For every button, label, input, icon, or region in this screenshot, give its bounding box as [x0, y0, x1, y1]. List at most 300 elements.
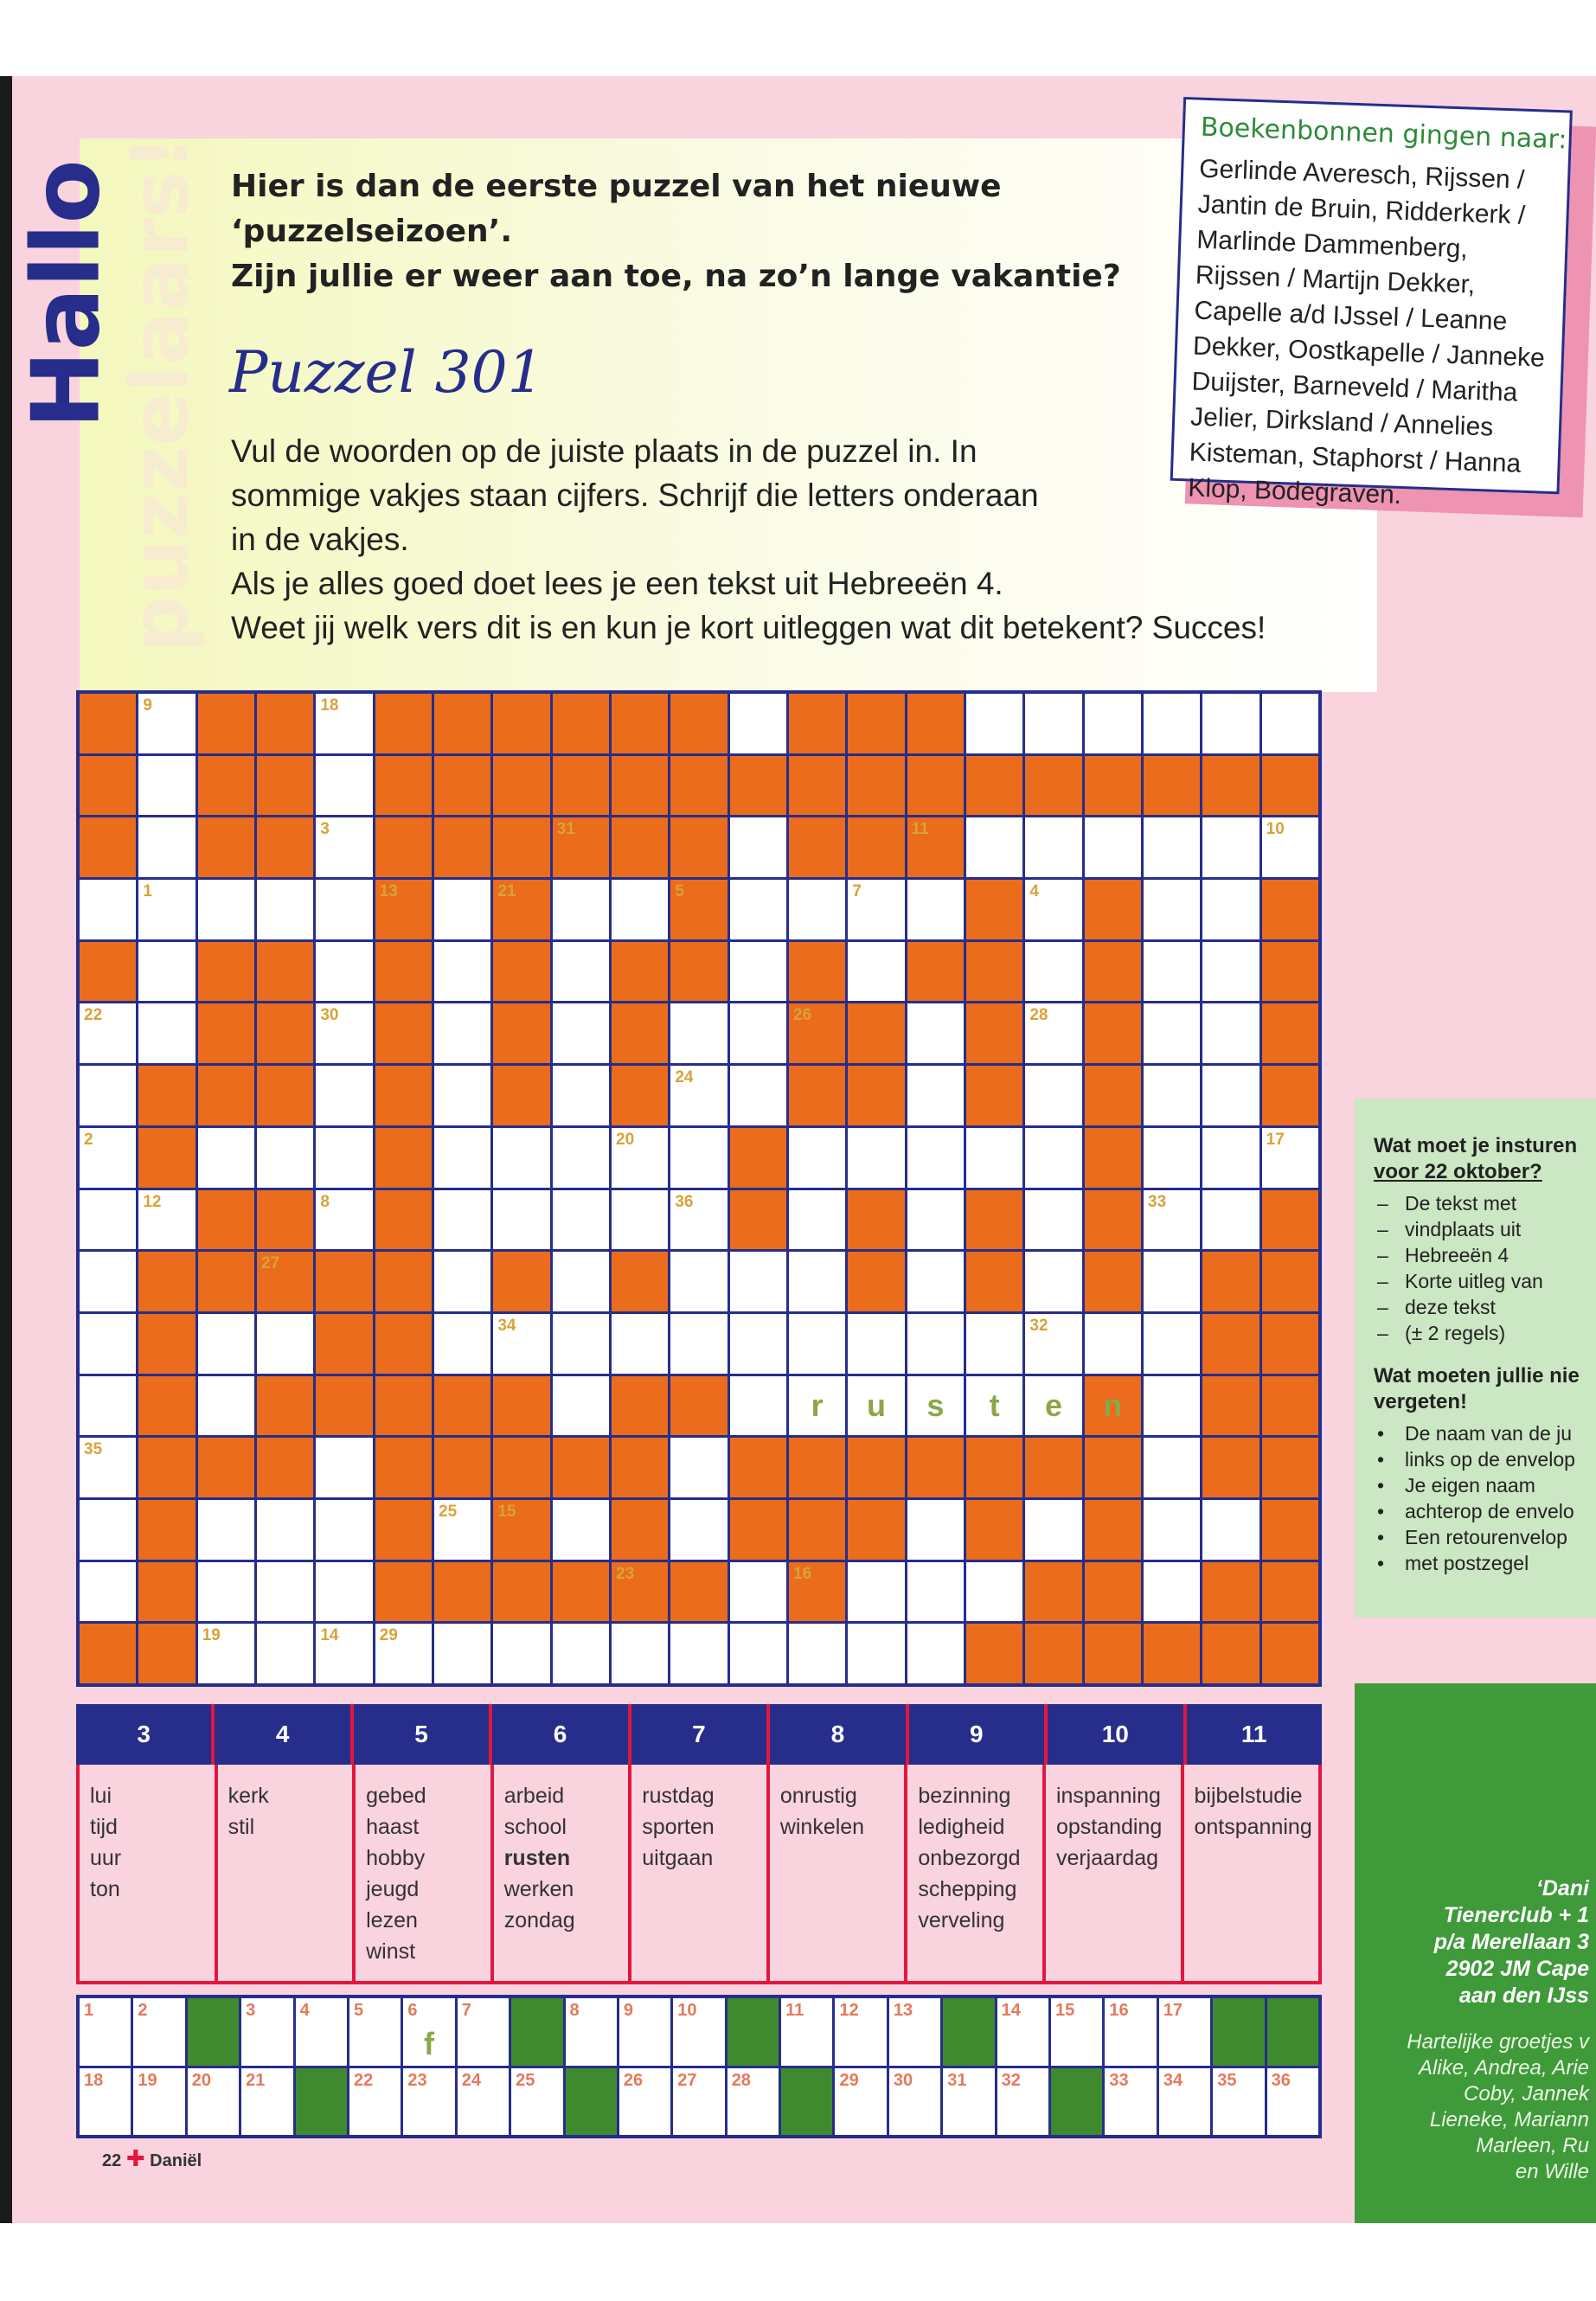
crossword-cell[interactable] — [789, 1128, 845, 1188]
greeting-line: Coby, Jannek — [1464, 2082, 1589, 2106]
answer-cell[interactable] — [1051, 1998, 1102, 2066]
wordlist-word: tijd — [90, 1815, 118, 1839]
crossword-block — [730, 1500, 786, 1560]
crossword-cell[interactable] — [730, 1066, 786, 1125]
crossword-cell[interactable] — [1144, 942, 1200, 1002]
crossword-cell[interactable] — [316, 1190, 372, 1250]
crossword-cell[interactable] — [80, 1128, 136, 1188]
crossword-cell[interactable] — [316, 1066, 372, 1125]
answer-cell[interactable] — [727, 2068, 779, 2136]
crossword-cell[interactable] — [138, 694, 195, 753]
instruction-line: sommige vakjes staan cijfers. Schrijf die letters onderaan — [231, 478, 1039, 513]
crossword-cell[interactable] — [80, 1500, 136, 1560]
crossword-cell[interactable] — [789, 1190, 845, 1250]
crossword-block — [434, 1376, 490, 1436]
crossword-cell[interactable] — [1025, 1003, 1081, 1063]
cell-number: 14 — [320, 1626, 339, 1645]
answer-number: 12 — [839, 2001, 859, 2020]
crossword-cell[interactable] — [907, 1128, 964, 1188]
crossword-cell[interactable] — [1262, 817, 1318, 877]
crossword-block — [1262, 1500, 1318, 1560]
answer-cell[interactable] — [1105, 1998, 1156, 2066]
crossword-cell[interactable] — [730, 1314, 786, 1374]
crossword-block — [789, 1500, 845, 1560]
crossword-cell[interactable] — [966, 1128, 1022, 1188]
crossword-block — [1262, 1066, 1318, 1125]
crossword-cell[interactable] — [789, 1252, 845, 1311]
crossword-cell[interactable] — [316, 1003, 372, 1063]
crossword-block — [434, 756, 490, 816]
crossword-cell[interactable] — [1025, 1376, 1081, 1436]
answer-cell[interactable] — [673, 1998, 724, 2066]
answer-number: 3 — [246, 2001, 256, 2020]
crossword-cell[interactable] — [1025, 1314, 1081, 1374]
crossword-cell[interactable] — [789, 1376, 845, 1436]
crossword-cell[interactable] — [434, 1190, 490, 1250]
crossword-cell[interactable] — [1144, 1252, 1200, 1311]
crossword-cell[interactable] — [1025, 1500, 1081, 1560]
crossword-cell[interactable] — [907, 1252, 964, 1311]
crossword-cell[interactable] — [553, 1128, 609, 1188]
crossword-cell[interactable] — [1025, 1252, 1081, 1311]
crossword-cell[interactable] — [966, 1376, 1022, 1436]
crossword-block — [1262, 1438, 1318, 1497]
crossword-cell[interactable] — [1262, 694, 1318, 753]
crossword-cell[interactable] — [80, 1252, 136, 1311]
crossword-block — [730, 1438, 786, 1497]
answer-cell[interactable] — [296, 1998, 347, 2066]
crossword-cell[interactable] — [612, 1314, 668, 1374]
crossword-cell[interactable] — [553, 1500, 609, 1560]
crossword-cell[interactable] — [966, 1562, 1022, 1622]
wordlist-length-header: 5 — [354, 1704, 492, 1765]
wordlist-word: bijbelstudie — [1194, 1784, 1303, 1808]
crossword-cell[interactable] — [730, 942, 786, 1002]
crossword-cell[interactable] — [848, 1314, 904, 1374]
crossword-cell[interactable] — [257, 1500, 313, 1560]
crossword-cell[interactable] — [1202, 1066, 1259, 1125]
wordlist-length-header: 7 — [631, 1704, 770, 1765]
crossword-cell[interactable] — [966, 694, 1022, 753]
crossword-cell[interactable] — [670, 1190, 727, 1250]
crossword-cell[interactable] — [198, 1562, 254, 1622]
crossword-cell[interactable] — [434, 1066, 490, 1125]
cell-number: 4 — [1029, 882, 1039, 901]
answer-separator — [1267, 1998, 1318, 2066]
crossword-cell[interactable] — [316, 817, 372, 877]
answer-cell[interactable] — [997, 1998, 1048, 2066]
cell-number: 30 — [320, 1006, 339, 1025]
cell-number: 33 — [1148, 1192, 1167, 1211]
crossword-cell[interactable] — [848, 1128, 904, 1188]
answer-cell[interactable] — [1213, 2068, 1264, 2136]
crossword-cell[interactable] — [730, 880, 786, 939]
answer-cell[interactable] — [1105, 2068, 1156, 2136]
answer-cell[interactable] — [1267, 2068, 1318, 2136]
crossword-block — [493, 1003, 549, 1063]
wordlist-word: lezen — [366, 1908, 418, 1932]
crossword-cell[interactable] — [553, 1624, 609, 1683]
crossword-cell[interactable] — [1144, 1066, 1200, 1125]
crossword-block — [1085, 1128, 1141, 1188]
crossword-cell[interactable] — [493, 1314, 549, 1374]
crossword-block — [138, 1066, 195, 1125]
crossword-block — [138, 1376, 195, 1436]
crossword-cell[interactable] — [316, 1128, 372, 1188]
crossword-cell[interactable] — [553, 1252, 609, 1311]
crossword-block — [434, 1562, 490, 1622]
answer-cell[interactable] — [80, 1998, 131, 2066]
cell-number: 19 — [202, 1626, 221, 1645]
crossword-block — [612, 1438, 668, 1497]
crossword-cell[interactable] — [434, 1624, 490, 1683]
crossword-cell[interactable] — [553, 1066, 609, 1125]
crossword-cell[interactable] — [789, 1314, 845, 1374]
crossword-block — [375, 1003, 432, 1063]
crossword-cell[interactable] — [670, 1066, 727, 1125]
answer-cell[interactable] — [619, 2068, 670, 2136]
crossword-cell[interactable] — [1144, 1562, 1200, 1622]
crossword-cell[interactable] — [198, 1128, 254, 1188]
answer-cell[interactable] — [458, 2068, 509, 2136]
answer-cell[interactable] — [188, 2068, 239, 2136]
answer-cell[interactable] — [133, 2068, 184, 2136]
intro-line: Hier is dan de eerste puzzel van het nieuwe — [231, 169, 1002, 204]
crossword-cell[interactable] — [1202, 694, 1259, 753]
crossword-cell[interactable] — [1085, 817, 1141, 877]
crossword-cell[interactable] — [493, 1128, 549, 1188]
crossword-cell[interactable] — [1085, 694, 1141, 753]
crossword-block — [789, 756, 845, 816]
wordlist-word: winkelen — [779, 1815, 865, 1839]
crossword-cell[interactable] — [493, 1190, 549, 1250]
crossword-cell[interactable] — [316, 1624, 372, 1683]
crossword-block — [1262, 1190, 1318, 1250]
answer-cell[interactable] — [619, 1998, 670, 2066]
crossword-cell[interactable] — [198, 880, 254, 939]
crossword-cell[interactable] — [1144, 1500, 1200, 1560]
crossword-block — [257, 1438, 313, 1497]
crossword-cell[interactable] — [553, 1376, 609, 1436]
crossword-block — [1144, 1624, 1200, 1683]
crossword-block — [198, 1066, 254, 1125]
crossword-cell[interactable] — [1202, 880, 1259, 939]
crossword-cell[interactable] — [1202, 942, 1259, 1002]
crossword-cell[interactable] — [138, 880, 195, 939]
crossword-cell[interactable] — [316, 942, 372, 1002]
wordlist-column — [1181, 1765, 1323, 1981]
answer-separator — [511, 1998, 562, 2066]
crossword-cell[interactable] — [553, 1003, 609, 1063]
crossword-block — [789, 1066, 845, 1125]
crossword-cell[interactable] — [316, 1562, 372, 1622]
answer-cell[interactable] — [889, 2068, 940, 2136]
left-edge-stripe — [0, 76, 12, 2223]
crossword-cell[interactable] — [848, 880, 904, 939]
crossword-block — [375, 756, 432, 816]
crossword-cell[interactable] — [1202, 1128, 1259, 1188]
cell-number: 25 — [439, 1502, 458, 1521]
crossword-block — [1025, 1624, 1081, 1683]
crossword-block — [493, 1438, 549, 1497]
crossword-cell[interactable] — [848, 1624, 904, 1683]
crossword-block — [966, 942, 1022, 1002]
answer-cell[interactable] — [349, 1998, 401, 2066]
crossword-cell[interactable] — [434, 942, 490, 1002]
crossword-cell[interactable] — [80, 1438, 136, 1497]
crossword-cell[interactable] — [670, 1128, 727, 1188]
crossword-cell[interactable] — [434, 1252, 490, 1311]
crossword-cell[interactable] — [80, 1066, 136, 1125]
wordlist-column — [766, 1765, 905, 1981]
crossword-cell[interactable] — [966, 817, 1022, 877]
cell-number: 2 — [84, 1130, 93, 1149]
crossword-cell[interactable] — [553, 942, 609, 1002]
crossword-cell[interactable] — [1085, 1314, 1141, 1374]
crossword-block — [375, 1252, 432, 1311]
crossword-cell[interactable] — [138, 756, 195, 816]
send-item: – Hebreeën 4 — [1374, 1242, 1596, 1268]
crossword-cell[interactable] — [612, 1190, 668, 1250]
instruction-line: Als je alles goed doet lees je een tekst uit Hebreeën 4. — [231, 566, 1003, 601]
crossword-cell[interactable] — [316, 1500, 372, 1560]
crossword-cell[interactable] — [670, 1624, 727, 1683]
crossword-cell[interactable] — [1144, 1314, 1200, 1374]
crossword-cell[interactable] — [316, 694, 372, 753]
crossword-block — [670, 756, 727, 816]
crossword-cell[interactable] — [138, 1190, 195, 1250]
send-item: – Korte uitleg van — [1374, 1268, 1596, 1294]
answer-number: 23 — [407, 2070, 427, 2090]
crossword-block — [375, 1190, 432, 1250]
crossword-cell[interactable] — [80, 1562, 136, 1622]
crossword-cell[interactable] — [670, 1003, 727, 1063]
crossword-cell[interactable] — [257, 1624, 313, 1683]
crossword-cell[interactable] — [138, 942, 195, 1002]
crossword-cell[interactable] — [257, 1562, 313, 1622]
crossword-cell[interactable] — [1025, 694, 1081, 753]
crossword-cell[interactable] — [730, 1003, 786, 1063]
greeting-line: Alike, Andrea, Arie — [1419, 2056, 1589, 2080]
crossword-cell[interactable] — [1144, 1190, 1200, 1250]
crossword-cell[interactable] — [1025, 1066, 1081, 1125]
crossword-cell[interactable] — [434, 880, 490, 939]
crossword-cell[interactable] — [789, 880, 845, 939]
crossword-cell[interactable] — [907, 1066, 964, 1125]
crossword-cell[interactable] — [1025, 817, 1081, 877]
crossword-block — [375, 694, 432, 753]
crossword-cell[interactable] — [1025, 942, 1081, 1002]
answer-cell[interactable] — [835, 2068, 886, 2136]
answer-cell[interactable] — [835, 1998, 886, 2066]
answer-cell[interactable] — [349, 2068, 401, 2136]
crossword-cell[interactable] — [198, 1314, 254, 1374]
crossword-cell[interactable] — [789, 1624, 845, 1683]
crossword-cell[interactable] — [612, 1624, 668, 1683]
crossword-block — [730, 1190, 786, 1250]
send-item: – (± 2 regels) — [1374, 1320, 1596, 1346]
crossword-cell[interactable] — [1202, 1190, 1259, 1250]
crossword-cell[interactable] — [907, 1624, 964, 1683]
answer-cell[interactable] — [241, 2068, 292, 2136]
crossword-cell[interactable] — [1144, 1376, 1200, 1436]
answer-cell[interactable] — [781, 1998, 832, 2066]
crossword-cell[interactable] — [257, 880, 313, 939]
crossword-cell[interactable] — [434, 1314, 490, 1374]
crossword-cell[interactable] — [1025, 880, 1081, 939]
crossword-block — [1025, 756, 1081, 816]
crossword-cell[interactable] — [80, 1376, 136, 1436]
answer-cell[interactable] — [458, 1998, 509, 2066]
crossword-cell[interactable] — [848, 1562, 904, 1622]
crossword-block — [1085, 1376, 1141, 1436]
crossword-cell[interactable] — [1144, 694, 1200, 753]
crossword-cell[interactable] — [434, 1500, 490, 1560]
crossword-cell[interactable] — [553, 1190, 609, 1250]
crossword-cell[interactable] — [1025, 1128, 1081, 1188]
puzzle-title: Puzzel 301 — [229, 339, 544, 406]
crossword-cell[interactable] — [670, 1500, 727, 1560]
crossword-cell[interactable] — [138, 817, 195, 877]
crossword-cell[interactable] — [553, 1314, 609, 1374]
wordlist-body — [76, 1765, 1322, 1984]
crossword-cell[interactable] — [730, 1562, 786, 1622]
page-number: 22 — [102, 2151, 122, 2170]
greeting-line: Lieneke, Mariann — [1429, 2108, 1589, 2131]
crossword-cell[interactable] — [198, 1376, 254, 1436]
crossword-block — [257, 756, 313, 816]
wordlist-word: verjaardag — [1055, 1846, 1159, 1870]
reminder-items — [1374, 1420, 1596, 1576]
answer-number: 29 — [839, 2070, 859, 2090]
crossword-cell[interactable] — [80, 1190, 136, 1250]
cell-number: 12 — [143, 1192, 162, 1211]
winners-title: Boekenbonnen gingen naar: — [1200, 112, 1568, 156]
answer-cell[interactable] — [943, 2068, 994, 2136]
crossword-cell[interactable] — [730, 1624, 786, 1683]
answer-separator — [781, 2068, 832, 2136]
crossword-cell[interactable] — [907, 1190, 964, 1250]
answer-cell[interactable] — [133, 1998, 184, 2066]
crossword-cell[interactable] — [316, 880, 372, 939]
crossword-cell[interactable] — [1144, 880, 1200, 939]
answer-number: 19 — [138, 2070, 157, 2090]
crossword-cell[interactable] — [907, 1500, 964, 1560]
crossword-cell[interactable] — [375, 1624, 432, 1683]
crossword-cell[interactable] — [730, 694, 786, 753]
crossword-cell[interactable] — [198, 1624, 254, 1683]
crossword-cell[interactable] — [316, 756, 372, 816]
crossword-cell[interactable] — [907, 1376, 964, 1436]
crossword-block — [375, 880, 432, 939]
crossword-block — [375, 1500, 432, 1560]
crossword-cell[interactable] — [907, 880, 964, 939]
wordlist-word: gebed — [366, 1784, 426, 1808]
crossword-block — [198, 817, 254, 877]
crossword-cell[interactable] — [1202, 817, 1259, 877]
crossword-block — [966, 1438, 1022, 1497]
cell-letter: u — [866, 1387, 886, 1423]
answer-cell[interactable] — [511, 2068, 562, 2136]
crossword-cell[interactable] — [80, 1314, 136, 1374]
crossword-cell[interactable] — [966, 1314, 1022, 1374]
answer-number: 4 — [299, 2001, 310, 2020]
crossword-block — [1262, 1562, 1318, 1622]
crossword-block — [198, 1190, 254, 1250]
answer-cell[interactable] — [997, 2068, 1048, 2136]
cell-number: 20 — [616, 1130, 635, 1149]
crossword-cell[interactable] — [670, 1438, 727, 1497]
crossword-block — [670, 1376, 727, 1436]
answer-cell[interactable] — [1159, 2068, 1210, 2136]
answer-cell[interactable] — [403, 2068, 454, 2136]
answer-cell[interactable] — [1159, 1998, 1210, 2066]
crossword-cell[interactable] — [1144, 1438, 1200, 1497]
answer-cell[interactable] — [403, 1998, 454, 2066]
crossword-block — [198, 1003, 254, 1063]
crossword-cell[interactable] — [907, 1003, 964, 1063]
crossword-cell[interactable] — [730, 1376, 786, 1436]
crossword-block — [966, 1252, 1022, 1311]
answer-cell[interactable] — [673, 2068, 724, 2136]
crossword-cell[interactable] — [138, 1003, 195, 1063]
crossword-cell[interactable] — [434, 1003, 490, 1063]
cell-letter: t — [989, 1387, 1000, 1423]
answer-cell[interactable] — [241, 1998, 292, 2066]
crossword-block — [553, 1562, 609, 1622]
crossword-cell[interactable] — [1144, 817, 1200, 877]
crossword-cell[interactable] — [612, 880, 668, 939]
crossword-cell[interactable] — [907, 1562, 964, 1622]
answer-cell[interactable] — [80, 2068, 131, 2136]
crossword-cell[interactable] — [848, 942, 904, 1002]
crossword-cell[interactable] — [1025, 1190, 1081, 1250]
crossword-cell[interactable] — [730, 817, 786, 877]
crossword-cell[interactable] — [198, 1500, 254, 1560]
crossword-cell[interactable] — [730, 1252, 786, 1311]
crossword-cell[interactable] — [80, 880, 136, 939]
crossword-cell[interactable] — [848, 1376, 904, 1436]
crossword-cell[interactable] — [553, 880, 609, 939]
crossword-cell[interactable] — [612, 1128, 668, 1188]
winners-card — [1170, 97, 1590, 509]
crossword-cell[interactable] — [1262, 1128, 1318, 1188]
crossword-cell[interactable] — [1144, 1128, 1200, 1188]
crossword-cell[interactable] — [1202, 1500, 1259, 1560]
crossword-cell[interactable] — [257, 1128, 313, 1188]
crossword-cell[interactable] — [434, 1128, 490, 1188]
crossword-cell[interactable] — [670, 1314, 727, 1374]
crossword-cell[interactable] — [80, 1003, 136, 1063]
crossword-cell[interactable] — [907, 1314, 964, 1374]
wordlist-word: onrustig — [779, 1784, 857, 1808]
crossword-block — [257, 817, 313, 877]
crossword-block — [257, 1066, 313, 1125]
reminder-question-end: vergeten! — [1374, 1390, 1468, 1413]
answer-cell[interactable] — [889, 1998, 940, 2066]
crossword-block — [553, 817, 609, 877]
crossword-cell[interactable] — [1202, 1003, 1259, 1063]
answer-cell[interactable] — [566, 1998, 617, 2066]
crossword-cell[interactable] — [670, 1252, 727, 1311]
crossword-cell[interactable] — [316, 1438, 372, 1497]
cell-number: 24 — [675, 1068, 694, 1087]
crossword-cell[interactable] — [493, 1624, 549, 1683]
crossword-cell[interactable] — [257, 1314, 313, 1374]
crossword-block — [493, 1562, 549, 1622]
crossword-cell[interactable] — [1144, 1003, 1200, 1063]
crossword-block — [493, 1500, 549, 1560]
